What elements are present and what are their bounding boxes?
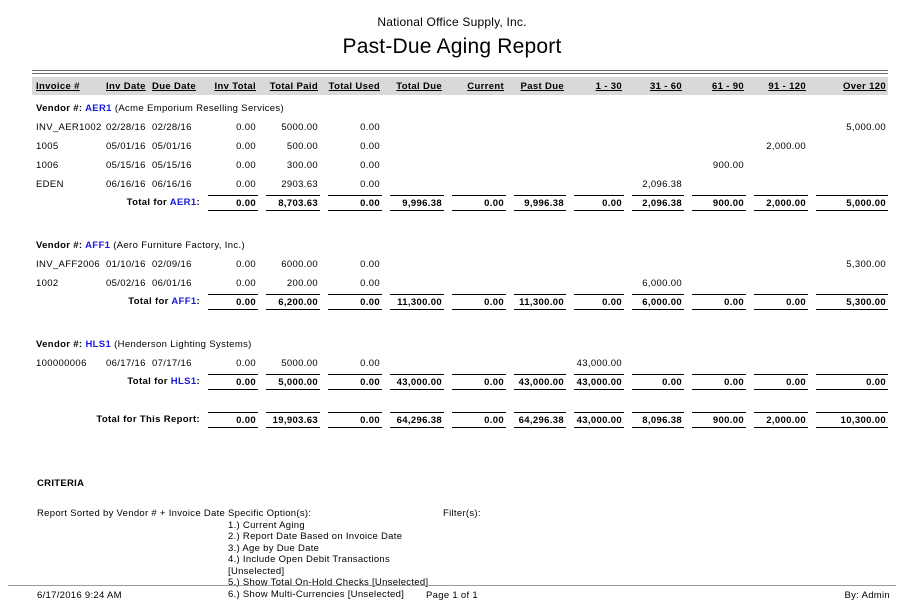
invoice-cell-10 [624,354,684,373]
report-total-row-value-3 [382,411,444,428]
invoice-cell-5: 0.00 [360,141,380,152]
invoice-cell-11 [684,175,746,194]
vendor-total-row-value-10 [808,194,888,211]
vendor-total-code: AER1 [169,197,197,208]
report-title: Past-Due Aging Report [342,35,562,58]
total-line: 0.00 [328,374,382,390]
spacer-row [32,211,888,232]
vendor-name: (Acme Emporium Reselling Services) [111,103,285,114]
column-header-3: Inv Total [214,81,256,92]
invoice-cell-5: 0.00 [360,259,380,270]
vendor-total-row-value-7 [624,293,684,310]
vendor-label: Vendor #: [36,339,86,350]
invoice-cell-10: 2,096.38 [642,179,682,190]
total-line: 19,903.63 [266,412,320,428]
invoice-cell-10 [624,118,684,137]
vendor-total-code: HLS1 [170,376,197,387]
vendor-label: Vendor #: [36,103,86,114]
vendor-label: Vendor #: [36,240,86,251]
specific-option-6: 6.) Show Multi-Currencies [Unselected] [228,588,405,600]
invoice-cell-13: 5,000.00 [846,122,886,133]
vendor-total-colon: : [196,376,200,387]
invoice-cell-3: 0.00 [236,358,256,369]
invoice-cell-9 [566,137,624,156]
vendor-total-label-text: Total for [126,197,170,208]
invoice-cell-2: 02/09/16 [152,259,192,270]
invoice-cell-8 [506,255,566,274]
total-line: 64,296.38 [390,412,444,428]
invoice-cell-1: 02/28/16 [106,122,146,133]
vendor-total-row-value-9 [746,293,808,310]
specific-option-2: 2.) Report Date Based on Invoice Date [228,531,403,542]
invoice-cell-12 [746,156,808,175]
vendor-header-row [32,232,888,255]
vendor-total-row-value-0 [200,293,258,310]
invoice-cell-10 [624,156,684,175]
column-header-1: Inv Date [106,81,146,92]
total-line: 0.00 [574,195,624,211]
vendor-total-row-value-4 [444,293,506,310]
invoice-cell-3: 0.00 [236,278,256,289]
invoice-cell-4: 2903.63 [281,179,318,190]
vendor-code: AER1 [85,103,112,114]
invoice-cell-9 [566,118,624,137]
invoice-cell-1: 06/17/16 [106,358,146,369]
total-line: 0.00 [816,374,888,390]
vendor-total-row-value-1 [258,293,320,310]
invoice-cell-13 [808,175,888,194]
vendor-total-row-label [32,194,200,211]
total-line: 0.00 [754,374,808,390]
invoice-cell-7 [444,156,506,175]
vendor-total-row-value-9 [746,194,808,211]
invoice-cell-6 [382,156,444,175]
report-total-row-label [32,411,200,428]
total-line: 2,000.00 [754,195,808,211]
invoice-row [32,354,888,373]
total-line: 0.00 [632,374,684,390]
total-line: 0.00 [692,374,746,390]
invoice-cell-5: 0.00 [360,278,380,289]
vendor-total-row-value-7 [624,194,684,211]
invoice-cell-3: 0.00 [236,179,256,190]
invoice-cell-8 [506,156,566,175]
invoice-cell-13: 5,300.00 [846,259,886,270]
vendor-total-row-value-6 [566,194,624,211]
invoice-cell-4: 5000.00 [281,358,318,369]
invoice-cell-12 [746,175,808,194]
total-line: 2,096.38 [632,195,684,211]
invoice-cell-13 [808,156,888,175]
total-line: 0.00 [574,294,624,310]
aging-report-table [32,77,888,428]
invoice-cell-5: 0.00 [360,179,380,190]
vendor-header-cell [32,232,888,255]
footer-datetime: 6/17/2016 9:24 AM [37,590,122,601]
invoice-row [32,274,888,293]
invoice-cell-6 [382,255,444,274]
vendor-header-row [32,95,888,118]
invoice-cell-3: 0.00 [236,141,256,152]
invoice-cell-12 [746,118,808,137]
invoice-cell-12: 2,000.00 [766,141,806,152]
column-header-9: 1 - 30 [595,81,622,92]
report-total-row-value-4 [444,411,506,428]
invoice-row [32,118,888,137]
page-footer [8,585,896,608]
invoice-number-cell: EDEN [36,179,64,190]
report-total-row-value-2 [320,411,382,428]
invoice-cell-4: 500.00 [286,141,318,152]
vendor-total-row-value-3 [382,293,444,310]
total-line: 0.00 [208,195,258,211]
total-line: 6,000.00 [632,294,684,310]
vendor-total-row-value-6 [566,293,624,310]
report-total-row-value-6 [566,411,624,428]
specific-options-label: Specific Option(s): [228,508,312,519]
vendor-total-row-value-10 [808,293,888,310]
vendor-total-row-label [32,373,200,390]
vendor-total-label-text: Total for [128,296,172,307]
vendor-total-code: AFF1 [171,296,197,307]
total-line: 0.00 [452,412,506,428]
invoice-row [32,156,888,175]
report-total-row-value-1 [258,411,320,428]
report-total-row-value-10 [808,411,888,428]
vendor-total-row [32,293,888,310]
report-total-row-value-5 [506,411,566,428]
invoice-cell-4: 300.00 [286,160,318,171]
total-line: 8,096.38 [632,412,684,428]
specific-option-1: 1.) Current Aging [228,519,305,531]
invoice-number-cell: 100000006 [36,358,87,369]
invoice-cell-3: 0.00 [236,259,256,270]
table-top-double-rule [32,70,888,74]
total-line: 0.00 [692,294,746,310]
invoice-row [32,175,888,194]
invoice-cell-2: 06/16/16 [152,179,192,190]
company-name: National Office Supply, Inc. [377,15,527,29]
invoice-cell-6 [382,118,444,137]
invoice-number-cell: INV_AER1002 [36,122,102,133]
total-line: 43,000.00 [574,412,624,428]
invoice-cell-12 [746,274,808,293]
footer-printed-by: By: Admin [844,590,890,601]
vendor-total-colon: : [196,296,200,307]
footer-page-number: Page 1 of 1 [426,590,478,601]
invoice-cell-10: 6,000.00 [642,278,682,289]
invoice-cell-6 [382,274,444,293]
vendor-total-row-value-2 [320,373,382,390]
vendor-total-label-text: Total for [127,376,171,387]
invoice-cell-4: 6000.00 [281,259,318,270]
invoice-cell-1: 01/10/16 [106,259,146,270]
vendor-total-row-value-1 [258,373,320,390]
total-line: 5,000.00 [816,195,888,211]
vendor-total-row-value-5 [506,194,566,211]
invoice-cell-9 [566,274,624,293]
vendor-header-row [32,331,888,354]
invoice-cell-9 [566,156,624,175]
invoice-cell-9: 43,000.00 [576,358,622,369]
total-line: 900.00 [692,412,746,428]
total-line: 43,000.00 [514,374,566,390]
column-header-12: 91 - 120 [768,81,806,92]
invoice-cell-5: 0.00 [360,122,380,133]
column-header-13: Over 120 [843,81,886,92]
invoice-cell-2: 05/01/16 [152,141,192,152]
total-line: 0.00 [328,412,382,428]
invoice-cell-3: 0.00 [236,160,256,171]
total-line: 8,703.63 [266,195,320,211]
vendor-total-row-value-5 [506,293,566,310]
vendor-total-row-value-9 [746,373,808,390]
report-page [0,15,904,600]
invoice-cell-5: 0.00 [360,358,380,369]
invoice-cell-9 [566,255,624,274]
vendor-total-row-value-8 [684,194,746,211]
invoice-cell-1: 05/02/16 [106,278,146,289]
specific-option-5: 5.) Show Total On-Hold Checks [Unselected] [228,577,429,588]
report-total-row-value-7 [624,411,684,428]
filters-label: Filter(s): [443,508,481,519]
spacer-row [32,310,888,331]
vendor-total-row-value-0 [200,373,258,390]
vendor-total-row-value-8 [684,293,746,310]
invoice-number-cell: INV_AFF2006 [36,259,101,270]
vendor-code: HLS1 [85,339,112,350]
vendor-total-row-value-3 [382,194,444,211]
criteria-filters [443,508,904,520]
spacer-cell [32,310,888,331]
total-line: 0.00 [328,294,382,310]
column-header-0: Invoice # [36,81,80,92]
invoice-cell-11 [684,255,746,274]
invoice-cell-11 [684,274,746,293]
column-header-5: Total Used [328,81,380,92]
vendor-total-row-value-2 [320,293,382,310]
vendor-total-row-value-2 [320,194,382,211]
column-header-2: Due Date [152,81,196,92]
invoice-cell-1: 05/01/16 [106,141,146,152]
invoice-cell-1: 05/15/16 [106,160,146,171]
invoice-cell-4: 5000.00 [281,122,318,133]
invoice-cell-2: 07/17/16 [152,358,192,369]
invoice-cell-8 [506,118,566,137]
column-header-6: Total Due [396,81,442,92]
vendor-header-cell [32,95,888,118]
report-total-row-value-0 [200,411,258,428]
report-total-row [32,411,888,428]
total-line: 0.00 [754,294,808,310]
invoice-cell-7 [444,354,506,373]
invoice-number-cell: 1005 [36,141,59,152]
criteria-heading: CRITERIA [37,478,85,489]
vendor-total-colon: : [196,197,200,208]
total-line: 5,300.00 [816,294,888,310]
invoice-number-cell: 1002 [36,278,59,289]
column-header-4: Total Paid [269,81,318,92]
vendor-total-row-value-7 [624,373,684,390]
invoice-cell-11: 900.00 [712,160,744,171]
invoice-cell-11 [684,354,746,373]
total-line: 11,300.00 [514,294,566,310]
invoice-cell-8 [506,354,566,373]
invoice-cell-7 [444,137,506,156]
vendor-header-cell [32,331,888,354]
invoice-cell-12 [746,255,808,274]
vendor-name: (Aero Furniture Factory, Inc.) [110,240,245,251]
vendor-total-row [32,373,888,390]
total-line: 43,000.00 [390,374,444,390]
invoice-cell-12 [746,354,808,373]
invoice-cell-1: 06/16/16 [106,179,146,190]
vendor-total-row-value-1 [258,194,320,211]
invoice-cell-6 [382,137,444,156]
total-line: 900.00 [692,195,746,211]
invoice-cell-13 [808,354,888,373]
invoice-cell-8 [506,175,566,194]
total-line: 0.00 [328,195,382,211]
vendor-total-row-value-0 [200,194,258,211]
vendor-total-row-label [32,293,200,310]
total-line: 0.00 [208,294,258,310]
invoice-row [32,137,888,156]
invoice-cell-2: 06/01/16 [152,278,192,289]
vendor-total-row-value-10 [808,373,888,390]
total-line: 0.00 [208,374,258,390]
criteria-sorted-by: Report Sorted by Vendor # + Invoice Date [37,508,226,519]
specific-option-4: 4.) Include Open Debit Transactions [Unselected] [228,554,391,577]
invoice-cell-2: 05/15/16 [152,160,192,171]
vendor-total-row-value-4 [444,194,506,211]
total-line: 43,000.00 [574,374,624,390]
invoice-cell-6 [382,175,444,194]
report-total-row-value-8 [684,411,746,428]
invoice-cell-11 [684,118,746,137]
invoice-cell-7 [444,175,506,194]
vendor-code: AFF1 [85,240,111,251]
invoice-cell-5: 0.00 [360,160,380,171]
specific-option-3: 3.) Age by Due Date [228,542,320,554]
vendor-name: (Henderson Lighting Systems) [111,339,252,350]
total-line: 11,300.00 [390,294,444,310]
vendor-total-row-value-6 [566,373,624,390]
column-header-8: Past Due [520,81,564,92]
column-header-7: Current [467,81,504,92]
invoice-cell-6 [382,354,444,373]
total-line: 10,300.00 [816,412,888,428]
invoice-cell-10 [624,255,684,274]
vendor-total-row-value-5 [506,373,566,390]
vendor-total-row-value-3 [382,373,444,390]
vendor-total-row-value-8 [684,373,746,390]
criteria-section [37,478,904,600]
invoice-cell-7 [444,255,506,274]
spacer-cell [32,211,888,232]
report-table-area [32,70,888,428]
invoice-cell-13 [808,137,888,156]
column-header-10: 31 - 60 [649,81,682,92]
vendor-total-row-value-4 [444,373,506,390]
column-header-row [32,77,888,95]
total-line: 0.00 [452,374,506,390]
total-line: 9,996.38 [390,195,444,211]
vendor-total-row [32,194,888,211]
invoice-cell-7 [444,118,506,137]
invoice-cell-13 [808,274,888,293]
spacer-row [32,390,888,411]
invoice-cell-9 [566,175,624,194]
column-header-11: 61 - 90 [711,81,744,92]
invoice-number-cell: 1006 [36,160,59,171]
invoice-cell-11 [684,137,746,156]
total-line: 5,000.00 [266,374,320,390]
invoice-cell-8 [506,137,566,156]
invoice-row [32,255,888,274]
invoice-cell-3: 0.00 [236,122,256,133]
total-line: 9,996.38 [514,195,566,211]
invoice-cell-4: 200.00 [286,278,318,289]
total-line: 6,200.00 [266,294,320,310]
report-total-label-text: Total for This Report: [96,414,200,425]
total-line: 0.00 [452,195,506,211]
invoice-cell-2: 02/28/16 [152,122,192,133]
spacer-cell [32,390,888,411]
total-line: 0.00 [208,412,258,428]
invoice-cell-7 [444,274,506,293]
report-table-body [32,95,888,428]
invoice-cell-10 [624,137,684,156]
total-line: 64,296.38 [514,412,566,428]
total-line: 0.00 [452,294,506,310]
report-total-row-value-9 [746,411,808,428]
total-line: 2,000.00 [754,412,808,428]
invoice-cell-8 [506,274,566,293]
